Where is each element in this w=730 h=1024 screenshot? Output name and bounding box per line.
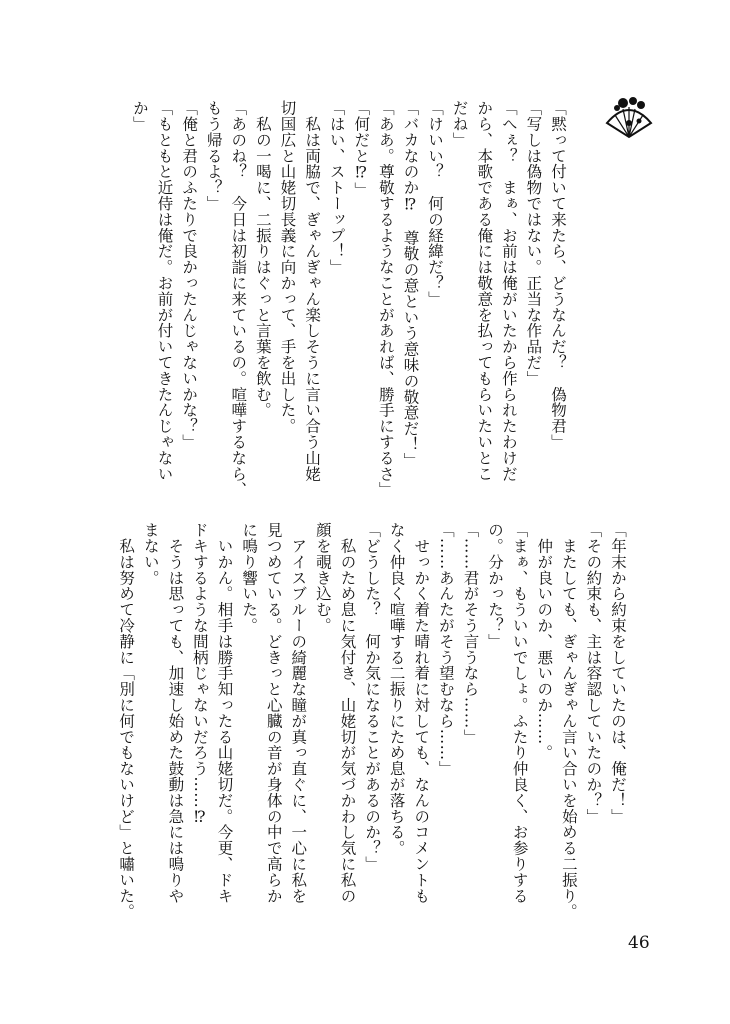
text-line: 「けいい？ 何の経緯だ？」 [426,100,445,307]
text-line: 「へぇ？ まぁ、お前は俺がいたから作られたわけだ [499,100,518,482]
text-line: いかん。相手は勝手知ったる山姥切だ。今更、ドキ [215,522,234,904]
text-line: 「何だと⁉」 [352,100,371,198]
text-line: 「年末から約束をしていたのは、俺だ！」 [609,522,627,825]
text-line: に鳴り響いた。 [240,522,259,634]
text-line: 「俺と君のふたりで良かったんじゃないかな？」 [180,100,199,450]
text-line: 私のため息に気付き、山姥切が気づかわし気に私の [338,522,357,904]
text-line: 「もともと近侍は俺だ。お前が付いてきたんじゃない [155,100,174,482]
folding-fan-icon [603,93,655,141]
text-line: から、本歌である俺には敬意を払ってもらいたいとこ [475,100,494,482]
text-line: 「どうした？ 何か気になることがあるのか？」 [363,522,382,872]
text-line: 仲が良いのか、悪いのか……。 [535,522,554,761]
text-line: まない。 [141,522,160,586]
text-line: 「……君がそう言うなら……」 [461,522,480,745]
text-line: 顔を覗き込む。 [313,522,332,634]
text-line: 私は努めて冷静に「別に何でもないけど」と嘯いた。 [117,522,136,920]
text-line: 「……あんたがそう望むなら……」 [436,522,455,777]
text-line: アイスブルーの綺麗な瞳が真っ直ぐに、一心に私を [289,522,308,904]
text-line: ドキするような間柄じゃないだろう……⁉ [190,522,209,827]
text-line: 見つめている。どきっと心臓の音が身体の中で高らか [264,522,283,904]
text-line: 「あのね？ 今日は初詣に来ているの。喧嘩するなら、 [229,100,248,498]
text-line: 私は両脇で、ぎゃんぎゃん楽しそうに言い合う山姥 [303,100,322,482]
text-line: せっかく着た晴れ着に対しても、なんのコメントも [412,522,431,904]
text-column-bottom [114,522,630,932]
text-line: 「写しは偽物ではない。正当な作品だ」 [524,100,543,387]
text-line: だね」 [450,100,469,148]
text-line: もう帰るよ？」 [204,100,223,212]
text-line: そうは思っても、加速し始めた鼓動は急には鳴りや [166,522,185,904]
text-column-top [127,100,570,515]
text-line: の。分かった？」 [486,522,505,650]
text-line: 「はい、ストーップ！」 [327,100,346,275]
text-line: 「その約束も、主は容認していたのか？」 [584,522,603,825]
text-line: 「黙って付いて来たら、どうなんだ？ 偽物君」 [549,100,567,450]
text-line: なく仲良く喧嘩する二振りにため息が落ちる。 [387,522,406,856]
text-line: か」 [130,100,149,132]
page-number: 46 [628,933,650,953]
text-line: 私の一喝に、二振りはぐっと言葉を飲む。 [253,100,272,418]
text-line: 切国広と山姥切長義に向かって、手を出した。 [278,100,297,434]
text-line: またしても、ぎゃんぎゃん言い合いを始める二振り。 [559,522,578,920]
text-line: 「ああ。尊敬するようなことがあれば、勝手にするさ」 [376,100,395,498]
text-line: 「バカなのか⁉ 尊敬の意という意味の敬意だ！」 [401,100,420,469]
text-line: 「まぁ、もういいでしょ。ふたり仲良く、お参りする [510,522,529,904]
